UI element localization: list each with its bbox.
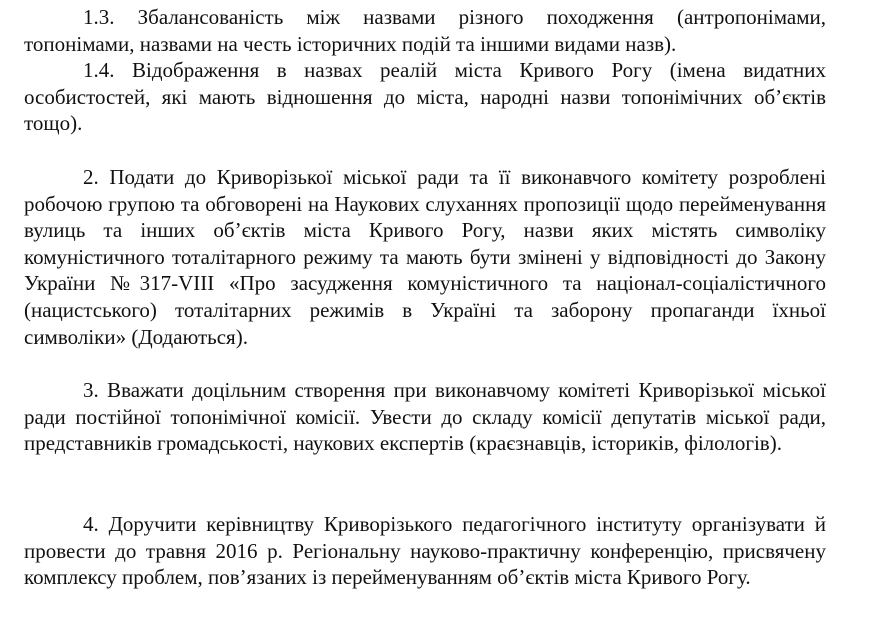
paragraph-3: 3. Вважати доцільним створення при виконавчому комітеті Криворізької міської ради постійної топонімічної комісії. Увести до складу комісії депутатів міської ради, представників громадськості, наукових експертів (краєзнавців, істориків, філологів).: [24, 378, 826, 456]
paragraph-2: 2. Подати до Криворізької міської ради та її виконавчого комітету розроблені робочою групою та обговорені на Наукових слуханнях пропозиції щодо перейменування вулиць та інших об’єктів міста Кривого Рогу, назви яких містять символіку комуністичного тоталітарного режиму та мають бути змінені у відповідності до Закону України №317-VIII «Про засудження комуністичного та націонал-соціалістичного (нацистського) тоталітарних режимів в Україні та заборону пропаганди їхньої символіки» (Додаються).: [24, 165, 826, 349]
paragraph-1-3: 1.3. Збалансованість між назвами різного походження (антропонімами, топонімами, назвами на честь історичних подій та іншими видами назв).: [24, 5, 826, 56]
paragraph-1-4: 1.4. Відображення в назвах реалій міста Кривого Рогу (імена видатних особистостей, які мають відношення до міста, народні назви топонімічних об’єктів тощо).: [24, 58, 826, 136]
paragraph-4: 4. Доручити керівництву Криворізького педагогічного інституту організувати й провести до травня 2016 р. Регіональну науково-практичну конференцію, присвячену комплексу проблем, пов’язаних із перейменуванням об’єктів міста Кривого Рогу.: [24, 512, 826, 590]
document-page: [24, 0, 826, 626]
